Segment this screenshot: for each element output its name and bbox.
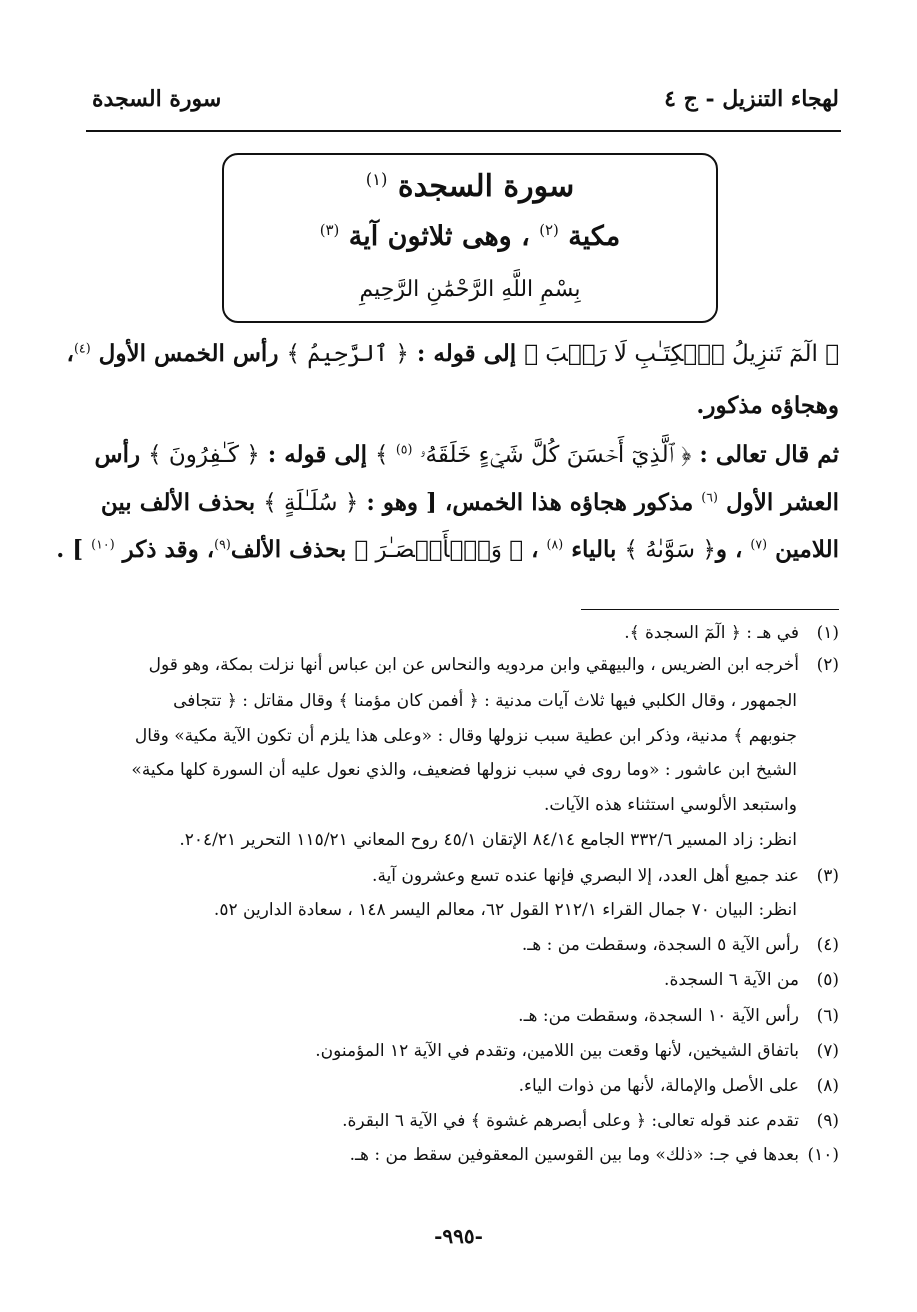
page-number: -٩٩٥-	[434, 1224, 483, 1248]
quran-quote: ﴿ كَـٰفِرُونَ ﴾	[148, 442, 260, 468]
body-line-2: وهجاؤه مذكور.	[696, 392, 839, 419]
basmala: بِسْمِ اللَّهِ الرَّحْمَٰنِ الرَّحِيمِ	[359, 277, 581, 302]
footnote-text: على الأصل والإمالة، لأنها من ذوات الياء.	[518, 1076, 799, 1096]
footnote-7	[79, 1041, 839, 1061]
body-text: ،	[66, 340, 74, 367]
footnote-3-reference: انظر: البيان ٧٠ جمال القراء ٢١٢/١ القول ٦٢، معالم اليسر ١٤٨ ، سعادة الدارين ٥٢.	[213, 900, 797, 920]
footnote-number: (٦)	[816, 1006, 839, 1026]
footnote-4	[79, 935, 839, 955]
footnote-ref: (٦)	[701, 489, 718, 505]
running-header-book-title: لهجاء التنزيل - ج ٤	[664, 86, 839, 112]
footnote-text: عند جميع أهل العدد، إلا البصري فإنها عنده تسع وعشرون آية.	[372, 866, 799, 886]
quran-quote: ﴿ ٱلرَّحِيمُ ﴾	[286, 341, 409, 367]
footnote-number: (٢)	[816, 655, 839, 675]
footnote-text: من الآية ٦ السجدة.	[664, 970, 799, 990]
body-text: ، وقد ذكر	[114, 536, 215, 563]
surah-title-box	[222, 153, 718, 323]
footnote-2-line-3: جنوبهم ﴾ مدنية، وذكر ابن عطية سبب نزولها وقال : «وعلى هذا يلزم أن تكون الآية مكية» وقال	[134, 726, 797, 746]
body-text: ] .	[56, 536, 92, 563]
footnote-number: (٥)	[816, 970, 839, 990]
quran-quote: ﴿ ٱلَّذِيٓ أَحۡسَنَ كُلَّ شَيۡءٍ خَلَقَهُۥ	[412, 442, 692, 468]
quran-quote-end: ﴾	[375, 442, 396, 468]
footnote-2-reference: انظر: زاد المسير ٣٣٢/٦ الجامع ٨٤/١٤ الإتقان ٤٥/١ روح المعاني ١١٥/٢١ التحرير ٢٠٤/٢١.	[179, 830, 797, 850]
body-text: بحذف الألف	[230, 536, 355, 563]
footnote-number: (١٠)	[807, 1145, 839, 1165]
body-line-5	[56, 536, 839, 563]
body-text: ثم قال تعالى :	[691, 441, 839, 468]
body-text: رأس الخمس الأول	[90, 340, 287, 367]
footnote-ref: (٢)	[539, 221, 559, 239]
footnote-number: (٧)	[816, 1041, 839, 1061]
body-line-4	[79, 489, 839, 516]
body-text: بالياء	[563, 536, 625, 563]
surah-title-text: سورة السجدة	[397, 169, 575, 204]
footnote-number: (٤)	[816, 935, 839, 955]
footnote-text: رأس الآية ١٠ السجدة، وسقطت من: هـ.	[518, 1006, 799, 1026]
body-text: رأس	[94, 441, 149, 468]
footnote-text: رأس الآية ٥ السجدة، وسقطت من : هـ.	[521, 935, 799, 955]
footnote-ref: (٤)	[73, 340, 91, 356]
footnote-ref: (٩)	[214, 536, 231, 552]
quran-quote: ﴿ الٓمٓ تَنزِيلُ ٱلۡكِتَـٰبِ لَا رَيۡبَ ﴾	[524, 341, 839, 367]
subtitle-makkiyya: مكية	[568, 221, 621, 252]
footnote-text: في هـ : ﴿ الٓمٓ السجدة ﴾.	[624, 623, 799, 643]
footnote-8	[79, 1076, 839, 1096]
footnote-number: (١)	[816, 623, 839, 643]
subtitle-verse-count: ، وهى ثلاثون آية	[348, 221, 530, 252]
body-text: العشر الأول	[717, 489, 839, 516]
footnote-ref: (٨)	[546, 536, 564, 552]
footnote-2	[79, 655, 839, 675]
quran-quote: ﴿ وَٱلۡأَبۡصَـٰرَ ﴾	[354, 537, 524, 563]
body-text: اللامين	[767, 536, 839, 563]
surah-title	[224, 169, 716, 204]
footnote-text: تقدم عند قوله تعالى: ﴿ وعلى أبصرهم غشوة ﴾ في الآية ٦ البقرة.	[342, 1111, 799, 1131]
footnote-number: (٨)	[816, 1076, 839, 1096]
header-divider	[86, 130, 841, 132]
footnote-9	[79, 1110, 839, 1131]
footnote-ref: (١٠)	[91, 536, 115, 552]
footnote-number: (٣)	[816, 866, 839, 886]
footnote-3	[79, 866, 839, 886]
footnote-text: أخرجه ابن الضريس ، والبيهقي وابن مردويه والنحاس عن ابن عباس أنها نزلت بمكة، وهو قول	[148, 655, 799, 675]
footnote-1	[79, 622, 839, 643]
footnote-number: (٩)	[816, 1111, 839, 1131]
footnote-5	[79, 970, 839, 990]
quran-quote: ﴿ سُلَـٰلَةٍ ﴾	[263, 490, 359, 516]
footnote-2-line-4: الشيخ ابن عاشور : «وما روى في سبب نزولها فضعيف، والذي نعول عليه أن السورة كلها مكية»	[131, 760, 797, 780]
surah-subtitle	[224, 221, 716, 252]
footnote-text: بعدها في جـ: «ذلك» وما بين القوسين المعقوفين سقط من : هـ.	[349, 1145, 799, 1165]
running-header-surah-name: سورة السجدة	[92, 86, 222, 112]
body-text: بحذف الألف بين	[100, 489, 264, 516]
footnote-ref: (١)	[365, 170, 388, 189]
body-text: إلى قوله :	[408, 340, 525, 367]
body-text: ، و	[715, 536, 751, 563]
footnote-text: باتفاق الشيخين، لأنها وقعت بين اللامين، وتقدم في الآية ١٢ المؤمنون.	[315, 1041, 799, 1061]
body-text: مذكور هجاؤه هذا الخمس، [ وهو :	[358, 489, 702, 516]
footnote-ref: (٣)	[319, 221, 340, 239]
body-line-1	[66, 340, 839, 367]
footnote-divider	[581, 609, 839, 610]
footnote-6	[79, 1006, 839, 1026]
body-line-3	[79, 441, 839, 468]
footnote-2-line-5: واستبعد الألوسي استثناء هذه الآيات.	[543, 795, 797, 815]
footnote-10	[79, 1145, 839, 1165]
footnote-2-line-2: الجمهور ، وقال الكلبي فيها ثلاث آيات مدنية : ﴿ أفمن كان مؤمنا ﴾ وقال مقاتل : ﴿ تتجافى	[173, 691, 797, 711]
footnote-ref: (٥)	[395, 441, 413, 457]
body-text: ،	[523, 536, 547, 563]
footnote-ref: (٧)	[750, 536, 768, 552]
quran-quote: ﴿ سَوَّىٰهُ ﴾	[624, 537, 716, 563]
body-text: إلى قوله :	[259, 441, 376, 468]
